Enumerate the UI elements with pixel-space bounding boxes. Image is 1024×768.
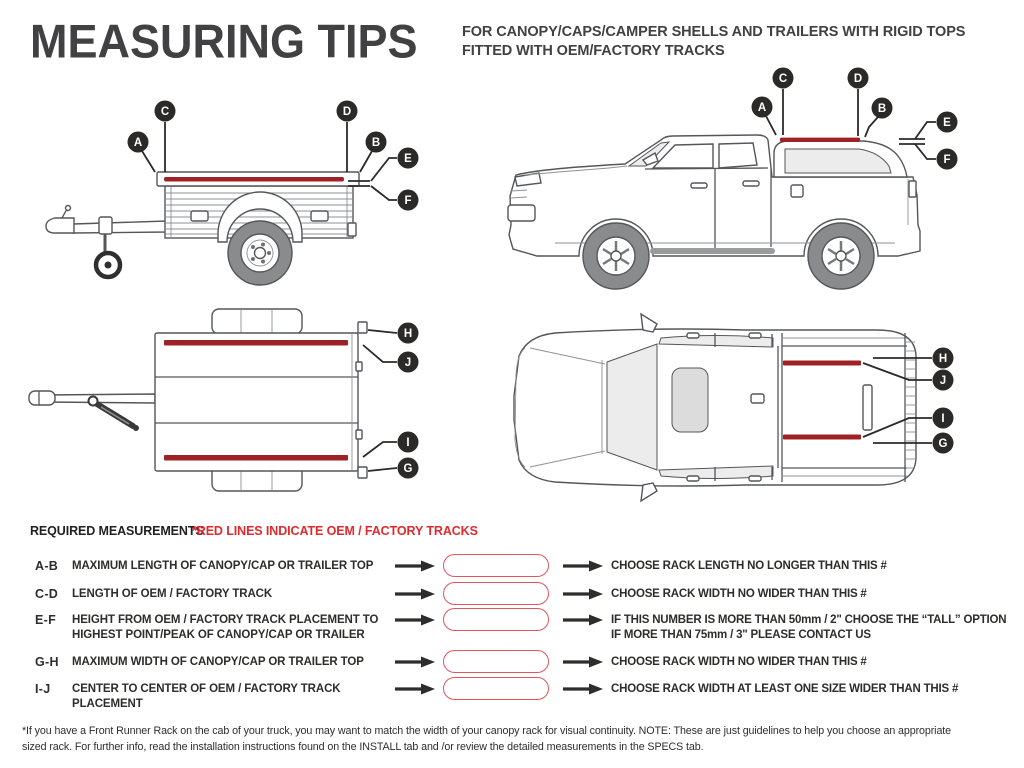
red-lines-note: *RED LINES INDICATE OEM / FACTORY TRACKS [192,524,478,538]
oem-track-line [164,455,348,461]
trailer-top-view-diagram [25,300,445,500]
truck-top-drawing [514,314,916,501]
measurement-description: LENGTH OF OEM / FACTORY TRACK [72,588,273,600]
callout-f [937,149,958,170]
svg-text:B: B [877,103,887,115]
measurement-blank-field [443,582,549,605]
measurement-id: A-B [35,559,59,573]
callout-b [366,132,387,153]
callout-f [398,190,419,211]
truck-top-view-diagram [495,300,1015,515]
measurement-instruction: CHOOSE RACK WIDTH NO WIDER THAN THIS # [611,656,867,668]
callout-g [933,433,954,454]
callout-a [128,132,149,153]
svg-text:A: A [757,102,767,114]
footnote-line-1: *If you have a Front Runner Rack on the cab of your truck, you may want to match the width of your canopy rack for visual continuity. NOTE: These are just guidelines to help you choose an appropriate [22,725,952,737]
page-title: MEASURING TIPS [30,14,418,69]
oem-track-line [164,177,344,182]
svg-text:I: I [941,413,945,425]
trailer-side-drawing [46,172,370,285]
callout-h [398,323,419,344]
svg-text:C: C [778,73,788,85]
measurement-description: MAXIMUM LENGTH OF CANOPY/CAP OR TRAILER TOP [72,560,374,572]
measurement-row-ef [0,608,1024,644]
arrow-right-icon [395,656,435,668]
page-subtitle [462,23,965,61]
subtitle-line-1: FOR CANOPY/CAPS/CAMPER SHELLS AND TRAILERS WITH RIGID TOPS [462,24,966,40]
svg-text:H: H [938,353,948,365]
measurement-blank-field [443,650,549,673]
callout-c [773,68,794,89]
measurement-blank-field [443,554,549,577]
measurement-id: E-F [35,613,57,627]
measurement-row-gh [0,650,1024,680]
svg-text:E: E [404,153,412,165]
arrow-right-icon [395,588,435,600]
arrow-right-icon [395,560,435,572]
measurement-instruction: CHOOSE RACK LENGTH NO LONGER THAN THIS # [611,560,887,572]
trailer-fender-top [212,309,302,334]
measurement-instruction: CHOOSE RACK WIDTH NO WIDER THAN THIS # [611,588,867,600]
svg-text:B: B [371,137,381,149]
legend-row [0,524,1024,540]
arrow-right-icon [563,656,603,668]
trailer-side-view-diagram [15,85,435,300]
svg-text:H: H [403,328,413,340]
callout-c [155,101,176,122]
callout-b [872,98,893,119]
measurement-row-ab [0,554,1024,584]
svg-text:G: G [403,463,413,475]
oem-track-line [783,361,861,366]
arrow-right-icon [563,614,603,626]
svg-text:E: E [943,117,951,129]
oem-track-line [780,138,860,142]
measurement-description: HEIGHT FROM OEM / FACTORY TRACK PLACEMENT TO HIGHEST POINT/PEAK OF CANOPY/CAP OR TRAILER [72,614,379,641]
truck-side-view-diagram [495,65,1015,295]
arrow-right-icon [563,588,603,600]
oem-track-line [164,340,348,346]
svg-text:A: A [133,137,143,149]
callout-g [398,458,419,479]
callout-h [933,348,954,369]
callout-j [933,370,954,391]
svg-text:D: D [853,73,863,85]
svg-text:F: F [404,195,412,207]
measurement-id: C-D [35,587,59,601]
svg-text:J: J [939,375,947,387]
measurement-description: MAXIMUM WIDTH OF CANOPY/CAP OR TRAILER TOP [72,656,364,668]
svg-text:F: F [943,154,951,166]
measurement-id: G-H [35,655,59,669]
footnote-line-2: sized rack. For further info, read the installation instructions found on the INSTALL tab and /or review the detailed measurements in the SPECS tab. [22,740,704,753]
sunroof [672,368,708,432]
arrow-right-icon [563,560,603,572]
windshield [607,344,657,470]
side-mirror [641,483,657,501]
footnote [22,724,1022,755]
callout-d [337,101,358,122]
svg-text:J: J [404,357,412,369]
arrow-right-icon [563,683,603,695]
measurement-instruction: CHOOSE RACK WIDTH AT LEAST ONE SIZE WIDER THAN THIS # [611,683,959,695]
svg-text:I: I [406,437,410,449]
subtitle-line-2: FITTED WITH OEM/FACTORY TRACKS [462,43,725,59]
callout-e [398,148,419,169]
measurement-blank-field [443,608,549,631]
callout-d [848,68,869,89]
svg-text:D: D [342,106,352,118]
arrow-right-icon [395,614,435,626]
oem-track-line [783,435,861,440]
arrow-right-icon [395,683,435,695]
svg-text:C: C [160,106,170,118]
side-mirror [641,314,657,332]
callout-j [398,352,419,373]
callout-a [752,97,773,118]
trailer-top-drawing [29,309,367,491]
measurement-description: CENTER TO CENTER OF OEM / FACTORY TRACK PLACEMENT [72,683,341,710]
truck-side-drawing [508,135,925,289]
measurement-instruction: IF THIS NUMBER IS MORE THAN 50mm / 2" CHOOSE THE “TALL” OPTION IF MORE THAN 75mm / 3" PLEASE CONTACT US [611,614,1007,641]
measurement-row-ij [0,677,1024,710]
svg-text:G: G [938,438,948,450]
required-measurements-label: REQUIRED MEASUREMENTS [30,524,204,538]
measurement-blank-field [443,677,549,700]
callout-i [398,432,419,453]
measurement-id: I-J [35,682,51,696]
callout-e [937,112,958,133]
callout-i [933,408,954,429]
